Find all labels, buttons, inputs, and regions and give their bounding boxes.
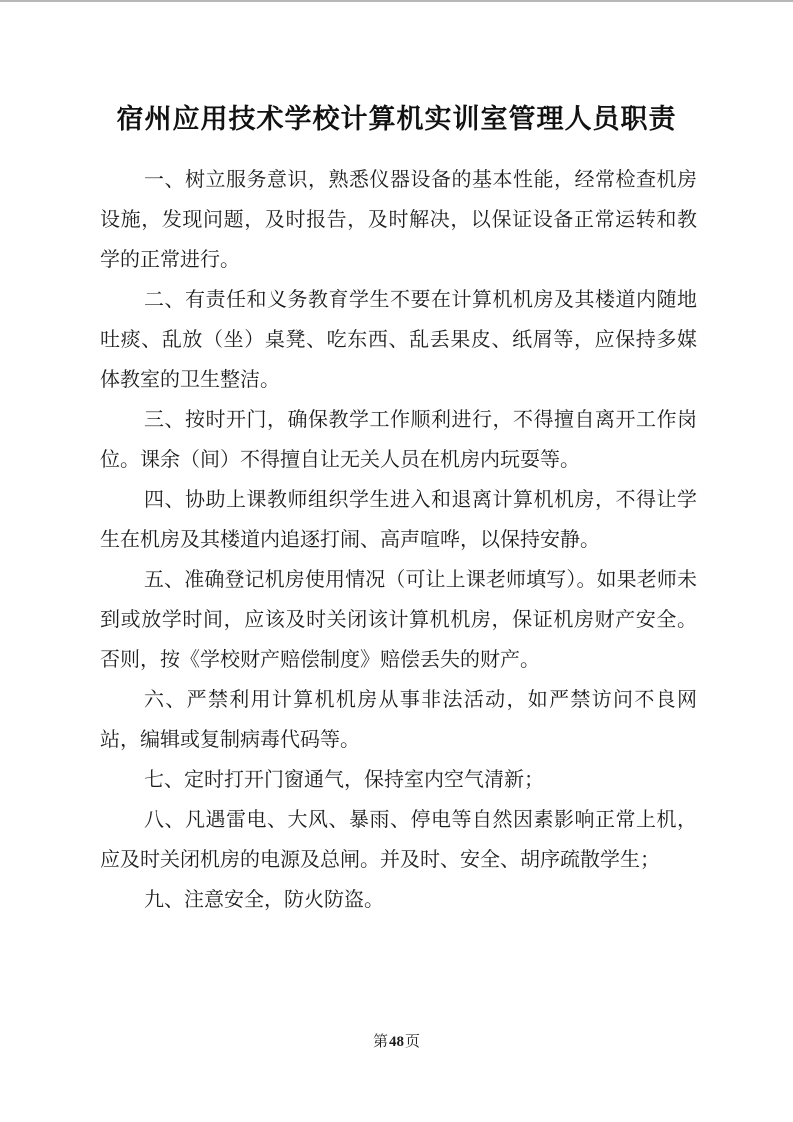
paragraph: 六、严禁利用计算机机房从事非法活动，如严禁访问不良网站，编辑或复制病毒代码等。 — [100, 689, 697, 751]
paragraph: 五、准确登记机房使用情况（可让上课老师填写）。如果老师未到或放学时间，应该及时关闭该计算机机房，保证机房财产安全。否则，按《学校财产赔偿制度》赔偿丢失的财产。 — [100, 569, 697, 671]
page-footer — [0, 1030, 793, 1051]
paragraph: 三、按时开门，确保教学工作顺利进行，不得擅自离开工作岗位。课余（间）不得擅自让无关人员在机房内玩耍等。 — [100, 409, 697, 471]
paragraph: 七、定时打开门窗通气，保持室内空气清新； — [144, 769, 544, 791]
document-body — [0, 160, 793, 920]
paragraph: 四、协助上课教师组织学生进入和退离计算机机房，不得让学生在机房及其楼道内追逐打闹、高声喧哗，以保持安静。 — [100, 489, 697, 551]
page-number: 48 — [389, 1034, 404, 1050]
footer-page-suffix: 页 — [405, 1034, 421, 1050]
paragraph: 二、有责任和义务教育学生不要在计算机机房及其楼道内随地吐痰、乱放（坐）桌凳、吃东西、乱丢果皮、纸屑等，应保持多媒体教室的卫生整洁。 — [100, 289, 697, 391]
paragraph: 一、树立服务意识，熟悉仪器设备的基本性能，经常检查机房设施，发现问题，及时报告，及时解决，以保证设备正常运转和教学的正常进行。 — [100, 169, 697, 271]
paragraph: 八、凡遇雷电、大风、暴雨、停电等自然因素影响正常上机，应及时关闭机房的电源及总闸。并及时、安全、胡序疏散学生； — [100, 809, 697, 871]
footer-page-prefix: 第 — [372, 1034, 388, 1050]
paragraph: 九、注意安全，防火防盗。 — [144, 889, 384, 911]
page-title: 宿州应用技术学校计算机实训室管理人员职责 — [116, 104, 677, 134]
